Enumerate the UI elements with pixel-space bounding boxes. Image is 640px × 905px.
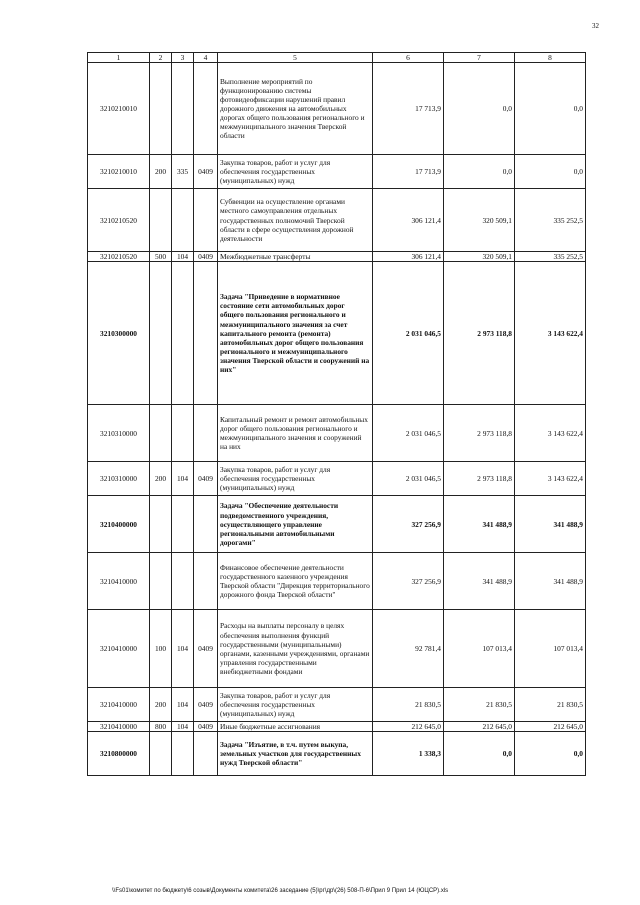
cell-c4 <box>194 189 218 252</box>
cell-v6: 17 713,9 <box>373 155 444 189</box>
cell-v6: 327 256,9 <box>373 553 444 610</box>
column-header: 8 <box>515 53 586 63</box>
cell-code: 3210310000 <box>88 462 150 496</box>
page-number: 32 <box>592 22 599 30</box>
cell-v8: 3 143 622,4 <box>515 405 586 462</box>
cell-v7: 341 488,9 <box>444 496 515 553</box>
table-row <box>88 262 586 405</box>
table-row <box>88 496 586 553</box>
cell-v8: 3 143 622,4 <box>515 462 586 496</box>
cell-v7: 0,0 <box>444 732 515 776</box>
cell-c4: 0409 <box>194 610 218 688</box>
cell-desc: Расходы на выплаты персоналу в целях обеспечения выполнения функций государственными (муниципальными) органами, казенными учреждениями, органами управления государственными внебюджетными фондами <box>218 610 373 688</box>
cell-v8: 335 252,5 <box>515 189 586 252</box>
cell-v8: 341 488,9 <box>515 496 586 553</box>
cell-c2 <box>150 63 172 155</box>
cell-v6: 92 781,4 <box>373 610 444 688</box>
cell-v6: 2 031 046,5 <box>373 462 444 496</box>
column-header: 5 <box>218 53 373 63</box>
cell-c4: 0409 <box>194 252 218 262</box>
cell-desc: Финансовое обеспечение деятельности государственного казенного учреждения Тверской области "Дирекция территориального дорожного фонда Тверской области" <box>218 553 373 610</box>
cell-c4 <box>194 63 218 155</box>
cell-c3: 104 <box>172 688 194 722</box>
table-row <box>88 189 586 252</box>
cell-c3 <box>172 496 194 553</box>
cell-c2: 800 <box>150 722 172 732</box>
cell-code: 3210800000 <box>88 732 150 776</box>
cell-v6: 17 713,9 <box>373 63 444 155</box>
cell-c4 <box>194 496 218 553</box>
table-row <box>88 722 586 732</box>
cell-code: 3210410000 <box>88 688 150 722</box>
table-row <box>88 732 586 776</box>
cell-code: 3210410000 <box>88 722 150 732</box>
cell-c3: 335 <box>172 155 194 189</box>
column-header: 6 <box>373 53 444 63</box>
cell-c3 <box>172 553 194 610</box>
column-header: 1 <box>88 53 150 63</box>
cell-c3 <box>172 262 194 405</box>
table-header-row <box>88 53 586 63</box>
cell-code: 3210400000 <box>88 496 150 553</box>
cell-c3 <box>172 732 194 776</box>
cell-desc: Задача "Обеспечение деятельности подведомственного учреждения, осуществляющего управление региональными автомобильными дорогами" <box>218 496 373 553</box>
cell-desc: Закупка товаров, работ и услуг для обеспечения государственных (муниципальных) нужд <box>218 462 373 496</box>
cell-code: 3210210010 <box>88 63 150 155</box>
cell-v8: 335 252,5 <box>515 252 586 262</box>
cell-desc: Задача "Приведение в нормативное состояние сети автомобильных дорог общего пользования регионального и межмуниципального значения за счет капитального ремонта (ремонта) автомобильных дорог общего пользования регионального и межмуниципального значения Тверской области и сооружений на них" <box>218 262 373 405</box>
cell-c4: 0409 <box>194 722 218 732</box>
cell-c3 <box>172 405 194 462</box>
cell-v8: 0,0 <box>515 155 586 189</box>
table-row <box>88 688 586 722</box>
cell-v6: 2 031 046,5 <box>373 262 444 405</box>
cell-desc: Закупка товаров, работ и услуг для обеспечения государственных (муниципальных) нужд <box>218 155 373 189</box>
cell-v7: 0,0 <box>444 155 515 189</box>
cell-c4: 0409 <box>194 462 218 496</box>
cell-v7: 2 973 118,8 <box>444 462 515 496</box>
cell-v8: 3 143 622,4 <box>515 262 586 405</box>
cell-v8: 107 013,4 <box>515 610 586 688</box>
cell-c3: 104 <box>172 722 194 732</box>
cell-desc: Задача "Изъятие, в т.ч. путем выкупа, земельных участков для государственных нужд Тверской области" <box>218 732 373 776</box>
cell-desc: Выполнение мероприятий по функционированию системы фотовидеофиксации нарушений правил дорожного движения на автомобильных дорогах общего пользования регионального и межмуниципального значения Тверской области <box>218 63 373 155</box>
cell-c4 <box>194 262 218 405</box>
cell-c3 <box>172 63 194 155</box>
cell-desc: Закупка товаров, работ и услуг для обеспечения государственных (муниципальных) нужд <box>218 688 373 722</box>
cell-c2 <box>150 262 172 405</box>
cell-v8: 0,0 <box>515 732 586 776</box>
cell-v6: 327 256,9 <box>373 496 444 553</box>
cell-desc: Капитальный ремонт и ремонт автомобильных дорог общего пользования регионального и межмуниципального значения и сооружений на них <box>218 405 373 462</box>
cell-v7: 21 830,5 <box>444 688 515 722</box>
file-path-footer: \\Fs01\комитет по бюджету\6 созыв\Документы комитета\26 заседание (5)\рг\др\(26) 508-П-6\Прил 9 Прил 14 (ЮЦСР).xls <box>112 888 449 894</box>
cell-c3: 104 <box>172 252 194 262</box>
cell-c2 <box>150 405 172 462</box>
cell-desc: Субвенции на осуществление органами местного самоуправления отдельных государственных полномочий Тверской области в сфере осуществления дорожной деятельности <box>218 189 373 252</box>
cell-c4: 0409 <box>194 688 218 722</box>
cell-c2: 500 <box>150 252 172 262</box>
budget-table <box>87 52 586 776</box>
cell-code: 3210210010 <box>88 155 150 189</box>
table-row <box>88 252 586 262</box>
cell-v7: 212 645,0 <box>444 722 515 732</box>
table-row <box>88 553 586 610</box>
cell-c4 <box>194 405 218 462</box>
cell-v7: 0,0 <box>444 63 515 155</box>
cell-desc: Иные бюджетные ассигнования <box>218 722 373 732</box>
cell-c3 <box>172 189 194 252</box>
cell-v7: 320 509,1 <box>444 252 515 262</box>
cell-c4: 0409 <box>194 155 218 189</box>
cell-v6: 212 645,0 <box>373 722 444 732</box>
cell-v7: 2 973 118,8 <box>444 405 515 462</box>
table-row <box>88 405 586 462</box>
cell-v8: 21 830,5 <box>515 688 586 722</box>
cell-c2 <box>150 496 172 553</box>
cell-v8: 0,0 <box>515 63 586 155</box>
cell-v6: 2 031 046,5 <box>373 405 444 462</box>
column-header: 3 <box>172 53 194 63</box>
cell-c4 <box>194 553 218 610</box>
cell-c4 <box>194 732 218 776</box>
cell-code: 3210210520 <box>88 189 150 252</box>
cell-desc: Межбюджетные трансферты <box>218 252 373 262</box>
cell-c2: 100 <box>150 610 172 688</box>
cell-v6: 306 121,4 <box>373 252 444 262</box>
cell-c3: 104 <box>172 462 194 496</box>
cell-c2: 200 <box>150 155 172 189</box>
cell-v8: 341 488,9 <box>515 553 586 610</box>
cell-v6: 1 338,3 <box>373 732 444 776</box>
column-header: 4 <box>194 53 218 63</box>
cell-c2 <box>150 553 172 610</box>
cell-v7: 107 013,4 <box>444 610 515 688</box>
cell-c3: 104 <box>172 610 194 688</box>
table-row <box>88 610 586 688</box>
cell-c2 <box>150 189 172 252</box>
cell-code: 3210410000 <box>88 610 150 688</box>
column-header: 7 <box>444 53 515 63</box>
cell-code: 3210310000 <box>88 405 150 462</box>
cell-code: 3210210520 <box>88 252 150 262</box>
cell-code: 3210410000 <box>88 553 150 610</box>
cell-v6: 21 830,5 <box>373 688 444 722</box>
cell-c2: 200 <box>150 688 172 722</box>
table-row <box>88 63 586 155</box>
cell-v8: 212 645,0 <box>515 722 586 732</box>
column-header: 2 <box>150 53 172 63</box>
cell-v7: 320 509,1 <box>444 189 515 252</box>
cell-c2 <box>150 732 172 776</box>
cell-code: 3210300000 <box>88 262 150 405</box>
cell-v7: 2 973 118,8 <box>444 262 515 405</box>
cell-v6: 306 121,4 <box>373 189 444 252</box>
table-row <box>88 155 586 189</box>
cell-c2: 200 <box>150 462 172 496</box>
cell-v7: 341 488,9 <box>444 553 515 610</box>
table-row <box>88 462 586 496</box>
